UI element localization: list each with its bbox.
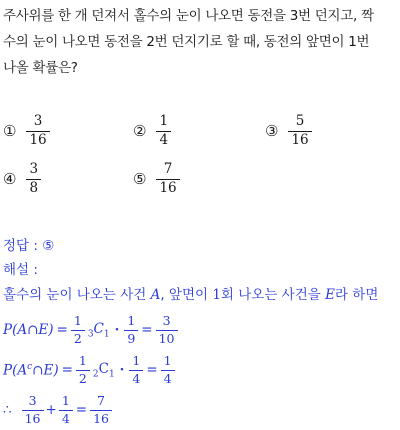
explanation-label: 해설 :: [3, 262, 38, 278]
choice-marker: ②: [133, 122, 147, 140]
question-line-1: 주사위를 한 개 던져서 홀수의 눈이 나오면 동전을 3번 던지고, 짝: [3, 8, 374, 24]
choice-3[interactable]: [265, 113, 312, 149]
solution-line-2: $P(A^c\cap E)$ = $\frac{1}{2}$ $_2C_1$ · $\frac{1}{4}$ = $\frac{1}{4}$: [3, 353, 175, 387]
choice-fraction: $\frac{5}{16}$: [288, 113, 311, 149]
solution-line-1: P(A∩E) = $\frac{1}{2}$ $_3C_1$ · $\frac{1}{9}$ = $\frac{3}{10}$: [3, 313, 178, 347]
choice-fraction: $\frac{3}{16}$: [26, 113, 49, 149]
choice-4[interactable]: [3, 161, 41, 197]
choice-marker: ④: [3, 170, 17, 188]
choice-5[interactable]: [133, 161, 180, 197]
question-line-2: 수의 눈이 나오면 동전을 2번 던지기로 할 때, 동전의 앞면이 1번: [3, 34, 370, 50]
choice-marker: ⑤: [133, 170, 147, 188]
choice-fraction: $\frac{3}{8}$: [26, 161, 41, 197]
choice-fraction: $\frac{1}{4}$: [156, 113, 171, 149]
question-line-3: 나올 확률은?: [3, 60, 78, 76]
choice-1[interactable]: [3, 113, 50, 149]
choice-marker: ①: [3, 122, 17, 140]
answer-label: 정답 : ⑤: [3, 238, 55, 254]
choice-2[interactable]: [133, 113, 171, 149]
solution-line-3: ∴ $\frac{3}{16}$ + $\frac{1}{4}$ = $\frac{7}{16}$: [3, 393, 112, 427]
choice-marker: ③: [265, 122, 279, 140]
solution-intro: 홀수의 눈이 나오는 사건 A, 앞면이 1회 나오는 사건을 E라 하면: [3, 287, 379, 303]
choice-fraction: $\frac{7}{16}$: [156, 161, 179, 197]
